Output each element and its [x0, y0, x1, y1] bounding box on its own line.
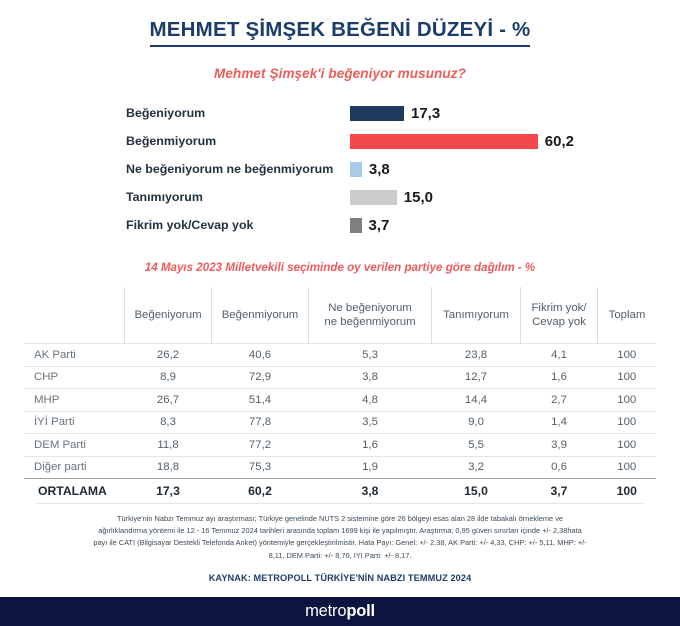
methodology-footnote: Türkiye'nin Nabzı Temmuz ayı araştırması; Türkiye genelinde NUTS 2 sistemine göre 26 bölgeyi esas alan 28 ilde tabakalı örnekleme ve ağırlıklandırma yöntemi ile 12 - 16 Temmuz 2024 tarihleri arasında toplam 1699 kişi ile yapılmıştır. Araştırma; 0,95 güven sınırları içinde +/- 2,38hata payı ile CATI (Bilgisayar Destekli Telefonda Anket) yöntemiyle gerçekleştirilmistir. Hata Payı: Genel: +/- 2,38, AK Parti: +/- 4,33, CHP: +/- 5,11, MHP: +/- 8,11, DEM Parti: +/- 8,70, IYI Parti: +/- 8,17.: [93, 514, 587, 560]
table-row: [24, 411, 656, 434]
table-header-row: [24, 287, 656, 344]
table-cell-value: 5,3: [309, 344, 432, 367]
table-row: [24, 456, 656, 479]
table-row: [24, 389, 656, 412]
table-cell-value: 100: [598, 366, 657, 389]
bar-value-label: 60,2: [544, 132, 574, 150]
bar-track: [350, 134, 574, 149]
table-body: [24, 344, 656, 504]
logo-metro: metro: [305, 602, 347, 621]
table-cell-value: 75,3: [212, 456, 309, 479]
table-header-cell: Fikrim yok/ Cevap yok: [521, 287, 598, 344]
bar-track: [350, 162, 390, 177]
table-cell-value: 40,6: [212, 344, 309, 367]
table-cell-value: 5,5: [432, 434, 521, 457]
table-header-cell: Toplam: [598, 287, 657, 344]
bar-category-label: Beğeniyorum: [126, 105, 206, 120]
table-cell-value: 8,9: [125, 366, 212, 389]
table-cell-value: 17,3: [125, 479, 212, 504]
table-cell-value: 2,7: [521, 389, 598, 412]
table-header: [24, 287, 656, 344]
table-cell-value: 60,2: [212, 479, 309, 504]
table-row: [24, 434, 656, 457]
table-row: [24, 479, 656, 504]
table-subtitle: 14 Mayıs 2023 Milletvekili seçiminde oy verilen partiye göre dağılım - %: [144, 261, 536, 274]
table-cell-value: 51,4: [212, 389, 309, 412]
table-cell-value: 100: [598, 434, 657, 457]
table-cell-value: 72,9: [212, 366, 309, 389]
table-cell-party: İYİ Parti: [24, 411, 125, 434]
header: [0, 0, 680, 47]
table-cell-value: 12,7: [432, 366, 521, 389]
table-cell-value: 4,8: [309, 389, 432, 412]
bar-category-label: Ne beğeniyorum ne beğenmiyorum: [126, 161, 334, 176]
table-cell-value: 26,7: [125, 389, 212, 412]
bar-row: [126, 211, 680, 239]
table-cell-value: 3,8: [309, 479, 432, 504]
bar-fill: [350, 134, 538, 149]
table-cell-value: 23,8: [432, 344, 521, 367]
table-cell-value: 3,7: [521, 479, 598, 504]
bar-value-label: 17,3: [411, 104, 441, 122]
bar-chart: [0, 99, 680, 239]
table-cell-party: Diğer parti: [24, 456, 125, 479]
table-cell-party: DEM Parti: [24, 434, 125, 457]
table-header-party: [24, 287, 125, 344]
bar-value-label: 3,8: [368, 160, 390, 178]
bar-row: [126, 127, 680, 155]
distribution-table: [24, 287, 656, 503]
source-line: KAYNAK: METROPOLL TÜRKİYE'NİN NABZI TEMMUZ 2024: [208, 572, 472, 583]
bar-category-label: Fikrim yok/Cevap yok: [126, 217, 254, 232]
bar-row: [126, 183, 680, 211]
table-cell-value: 100: [598, 411, 657, 434]
table-header-cell: Tanımıyorum: [432, 287, 521, 344]
table-header-cell: Beğeniyorum: [125, 287, 212, 344]
bar-fill: [350, 162, 362, 177]
table-row: [24, 366, 656, 389]
bar-fill: [350, 190, 397, 205]
table-cell-party: ORTALAMA: [24, 479, 125, 504]
table-cell-value: 14,4: [432, 389, 521, 412]
logo-poll: poll: [346, 602, 375, 621]
table-cell-value: 3,8: [309, 366, 432, 389]
table-cell-value: 100: [598, 389, 657, 412]
table-cell-value: 0,6: [521, 456, 598, 479]
table-cell-value: 3,5: [309, 411, 432, 434]
table-cell-value: 8,3: [125, 411, 212, 434]
bar-value-label: 3,7: [368, 216, 390, 234]
table-cell-value: 77,8: [212, 411, 309, 434]
table-cell-party: CHP: [24, 366, 125, 389]
table-cell-value: 100: [598, 344, 657, 367]
bar-value-label: 15,0: [403, 188, 433, 206]
bar-track: [350, 106, 440, 121]
table-header-cell: Beğenmiyorum: [212, 287, 309, 344]
table-cell-value: 4,1: [521, 344, 598, 367]
table-header-cell: Ne beğeniyorum ne beğenmiyorum: [309, 287, 432, 344]
table-cell-value: 15,0: [432, 479, 521, 504]
bar-category-label: Beğenmiyorum: [126, 133, 217, 148]
page-title: MEHMET ŞİMŞEK BEĞENİ DÜZEYİ - %: [150, 18, 531, 47]
table-row: [24, 344, 656, 367]
bar-track: [350, 190, 433, 205]
table-cell-value: 77,2: [212, 434, 309, 457]
metropoll-logo: [305, 603, 375, 620]
table-cell-value: 1,6: [309, 434, 432, 457]
table-cell-value: 11,8: [125, 434, 212, 457]
table-cell-value: 3,2: [432, 456, 521, 479]
bar-row: [126, 155, 680, 183]
table-cell-value: 9,0: [432, 411, 521, 434]
table-cell-party: AK Parti: [24, 344, 125, 367]
table-cell-value: 1,6: [521, 366, 598, 389]
table-cell-value: 100: [598, 479, 657, 504]
table-cell-value: 3,9: [521, 434, 598, 457]
table-cell-value: 1,4: [521, 411, 598, 434]
page-subtitle: Mehmet Şimşek'i beğeniyor musunuz?: [214, 66, 466, 81]
footer-bar: [0, 597, 680, 626]
bar-category-label: Tanımıyorum: [126, 189, 203, 204]
table-cell-value: 26,2: [125, 344, 212, 367]
table-cell-value: 1,9: [309, 456, 432, 479]
table-cell-value: 18,8: [125, 456, 212, 479]
table-cell-value: 100: [598, 456, 657, 479]
table-cell-party: MHP: [24, 389, 125, 412]
table-bottom-rule: [36, 503, 644, 504]
bar-fill: [350, 218, 362, 233]
bar-row: [126, 99, 680, 127]
bar-fill: [350, 106, 404, 121]
bar-track: [350, 218, 389, 233]
